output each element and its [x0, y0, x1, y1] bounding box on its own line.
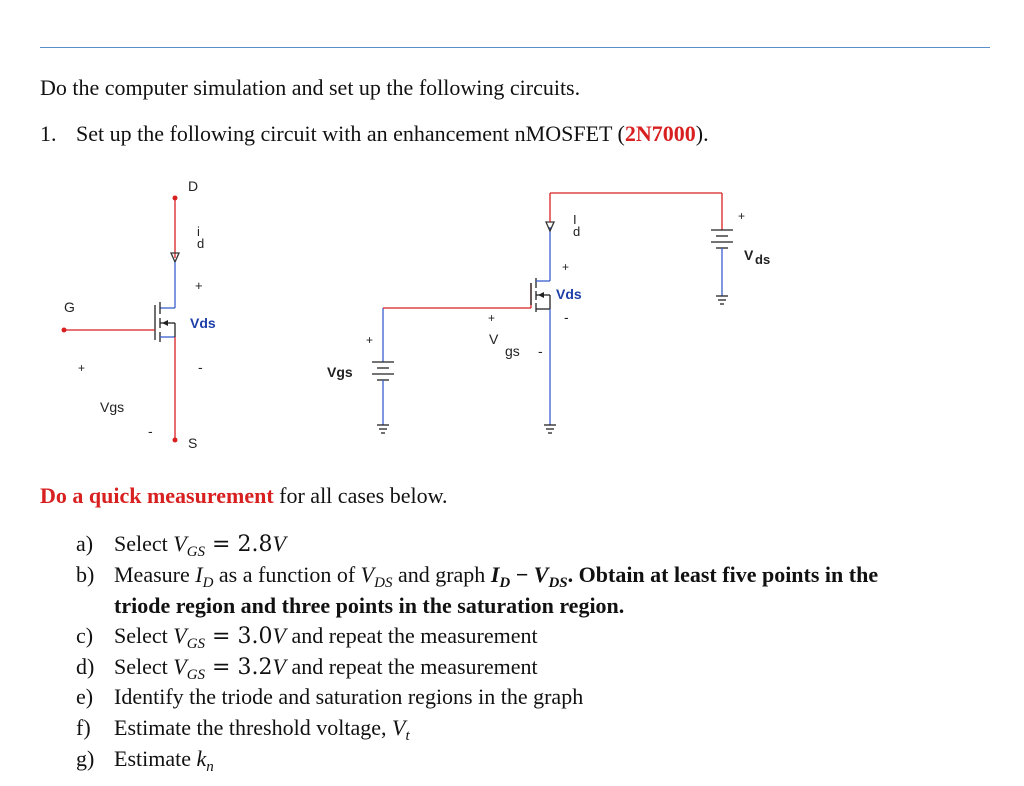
- vgs-source-plus: +: [366, 333, 374, 347]
- right-plus-gate: +: [488, 311, 496, 325]
- list-item-b: b) Measure $I_D$ as a function of $V_{DS}$ and graph $I_D - V_{DS}$. Obtain at least five points in the: [76, 562, 879, 591]
- left-label-id-d: d: [197, 236, 205, 251]
- vds-source-label-ds: ds: [755, 252, 771, 267]
- left-minus-vgs: -: [148, 423, 153, 439]
- list-item-a: a) Select $V_{GS} = 2.8V$: [76, 531, 286, 560]
- part-number: 2N7000: [624, 121, 696, 146]
- left-gate-node: [62, 328, 67, 333]
- right-circuit: [372, 193, 733, 433]
- left-plus-vds: +: [195, 278, 203, 293]
- right-current-arrow: [546, 222, 554, 231]
- list-item-b-continued: triode region and three points in the saturation region.: [114, 593, 625, 618]
- right-label-vds: Vds: [556, 286, 582, 302]
- step-number: 1.: [40, 121, 57, 146]
- list-item-g: g) Estimate $k_n$: [76, 746, 214, 775]
- right-minus-gate: -: [538, 343, 543, 359]
- left-label-vds: Vds: [190, 315, 216, 331]
- left-drain-node: [173, 196, 178, 201]
- list-item-c: c) Select $V_{GS} = 3.0V$ and repeat the measurement: [76, 623, 538, 652]
- left-label-vgs: Vgs: [100, 399, 125, 415]
- vgs-source-label: Vgs: [327, 364, 353, 380]
- left-label-id-i: i: [197, 224, 200, 239]
- left-label-G: G: [64, 299, 75, 315]
- vds-source-plus: +: [738, 209, 746, 223]
- step-1: 1. Set up the following circuit with an enhancement nMOSFET (2N7000).: [40, 121, 709, 146]
- left-label-D: D: [188, 178, 199, 194]
- right-minus-vds: -: [564, 309, 569, 325]
- right-label-V: V: [489, 331, 499, 347]
- left-source-node: [173, 438, 178, 443]
- left-minus-vds: -: [198, 359, 203, 375]
- right-label-Id-d: d: [573, 224, 581, 239]
- list-item-d: d) Select $V_{GS} = 3.2V$ and repeat the measurement: [76, 654, 538, 683]
- right-label-gs: gs: [505, 343, 520, 359]
- list-item-e: e) Identify the triode and saturation regions in the graph: [76, 684, 584, 709]
- intro-text: Do the computer simulation and set up the following circuits.: [40, 75, 581, 100]
- measure-lead: Do a quick measurement: [40, 483, 274, 508]
- vds-source-label-V: V: [744, 247, 754, 263]
- left-plus-vgs: +: [78, 361, 86, 375]
- left-label-S: S: [188, 435, 198, 451]
- measure-instruction: Do a quick measurement for all cases below.: [40, 483, 448, 508]
- step-text: Set up the following circuit with an enhancement nMOSFET (: [76, 121, 625, 146]
- list-item-f: f) Estimate the threshold voltage, $V_t$: [76, 715, 410, 744]
- right-label-I: I: [573, 212, 577, 227]
- right-plus-vds: +: [562, 260, 570, 274]
